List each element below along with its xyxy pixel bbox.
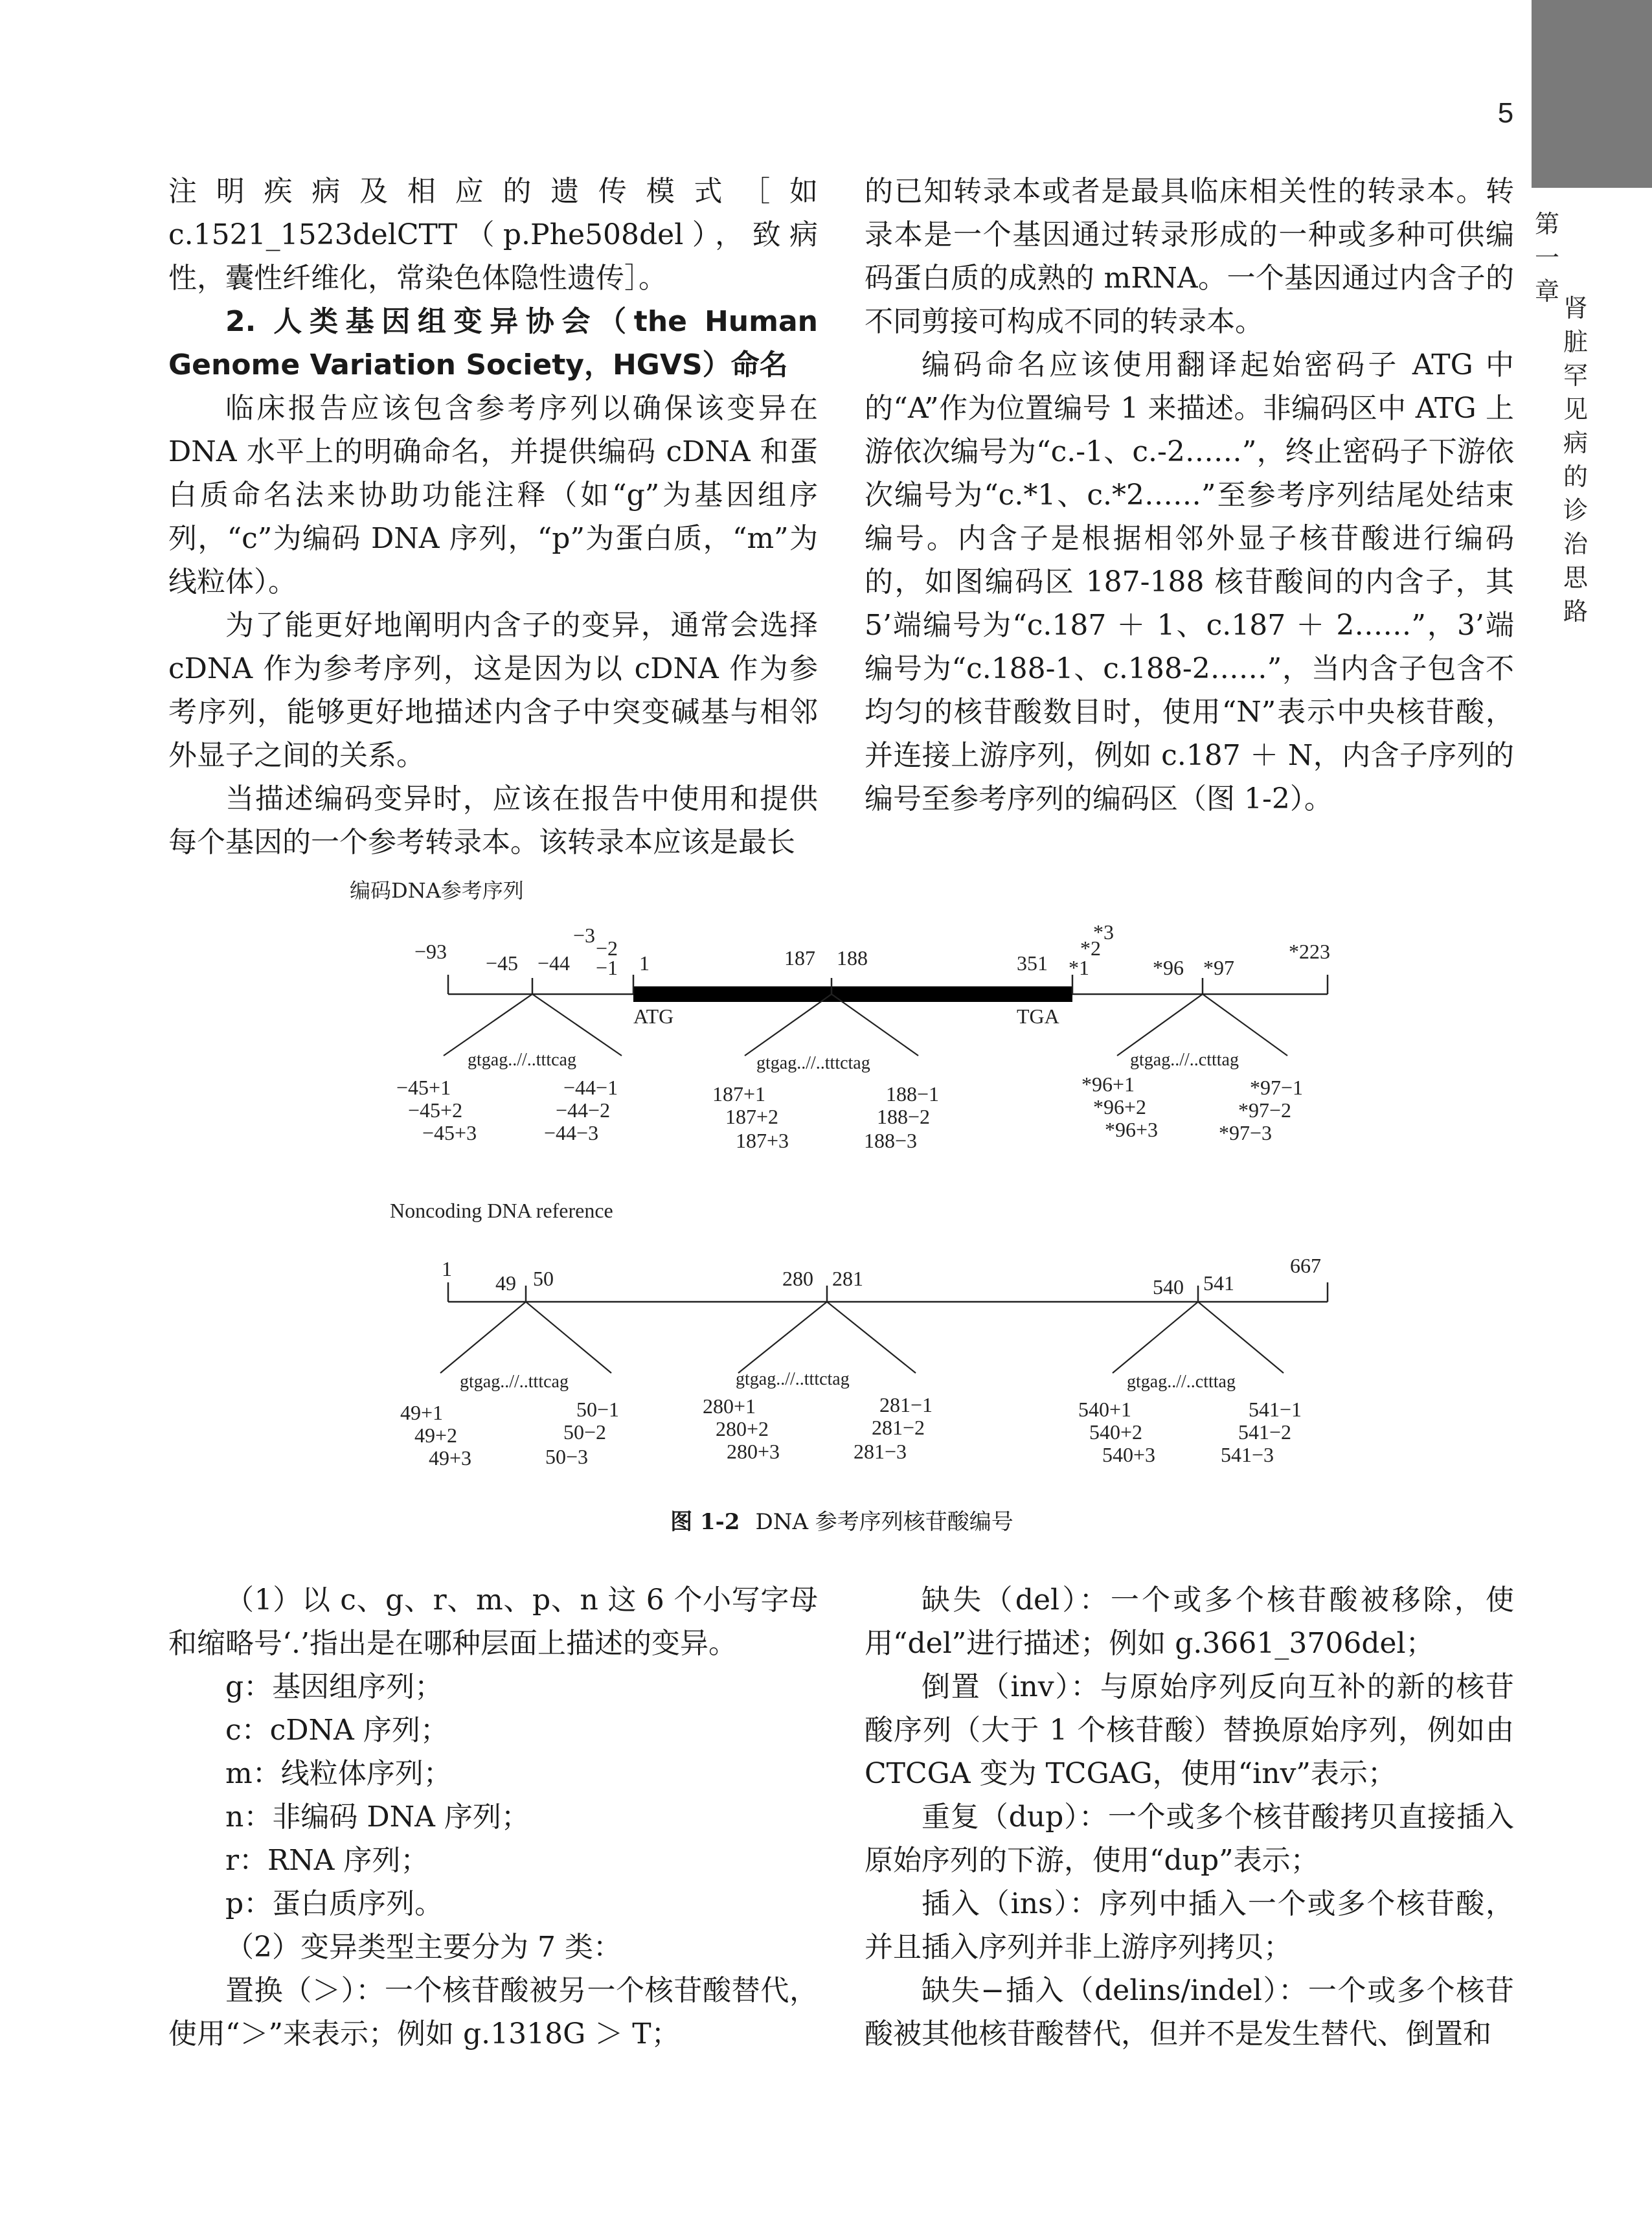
pos-label: *223 xyxy=(1289,940,1330,963)
intron-sequence: gtgag..//..tttctag xyxy=(736,1369,850,1389)
intron-position: 49+2 xyxy=(414,1424,458,1447)
start-codon-label: ATG xyxy=(633,1005,674,1028)
intron-sequence: gtgag..//..tttcag xyxy=(468,1050,576,1070)
intron-position: 187+2 xyxy=(725,1105,779,1128)
page-number: 5 xyxy=(1497,97,1514,129)
list-item: g：基因组序列； xyxy=(225,1670,444,1703)
pos-label: 540 xyxy=(1153,1275,1184,1299)
intron-position: −45+1 xyxy=(396,1076,451,1099)
intron-position: 49+3 xyxy=(429,1446,472,1470)
paragraph: 重复（dup）：一个或多个核苷酸拷贝直接插入原始序列的下游，使用“dup”表示； xyxy=(865,1800,1514,1877)
figure-caption-text: DNA 参考序列核苷酸编号 xyxy=(755,1509,1013,1535)
pos-label: −1 xyxy=(596,956,618,979)
intron-position: 281−2 xyxy=(872,1416,925,1439)
dna-reference-diagram xyxy=(350,861,1334,1509)
right-column-top xyxy=(865,170,1514,821)
intron-position: 281−1 xyxy=(879,1393,933,1416)
paragraph: 注明疾病及相应的遗传模式［如 c.1521_1523delCTT（p.Phe508del），致病性，囊性纤维化，常染色体隐性遗传］。 xyxy=(168,175,818,295)
figure-caption xyxy=(350,1504,1334,1536)
intron-position: 50−3 xyxy=(545,1445,589,1468)
paragraph: 当描述编码变异时，应该在报告中使用和提供每个基因的一个参考转录本。该转录本应该是最长 xyxy=(168,782,818,859)
pos-label: *1 xyxy=(1069,956,1089,979)
intron-position: −44−1 xyxy=(563,1076,618,1099)
intron-position: *97−3 xyxy=(1219,1121,1273,1144)
pos-label: 1 xyxy=(442,1257,452,1280)
paragraph: 置换（＞）：一个核苷酸被另一个核苷酸替代，使用“＞”来表示；例如 g.1318G ＞ T； xyxy=(168,1974,818,2050)
stop-codon-label: TGA xyxy=(1017,1005,1059,1028)
intron-position: 187+1 xyxy=(712,1082,766,1106)
intron-position: 280+1 xyxy=(703,1394,756,1418)
intron-position: 541−1 xyxy=(1249,1398,1302,1421)
intron-position: 49+1 xyxy=(400,1401,444,1424)
paragraph: 插入（ins）：序列中插入一个或多个核苷酸，并且插入序列并非上游序列拷贝； xyxy=(865,1887,1514,1964)
intron-position: 188−3 xyxy=(864,1129,918,1152)
intron-sequence: gtgag..//..tttctag xyxy=(756,1053,870,1073)
chapter-label: 第一章 xyxy=(1534,210,1559,306)
pos-label: 541 xyxy=(1203,1271,1234,1295)
intron-position: −45+3 xyxy=(422,1121,477,1144)
pos-label: 187 xyxy=(784,946,815,970)
pos-label: 50 xyxy=(533,1267,554,1290)
pos-label: −45 xyxy=(486,951,519,975)
figure-number: 图 1-2 xyxy=(670,1509,740,1535)
intron-position: 541−2 xyxy=(1238,1420,1292,1444)
section-heading: 2. 人类基因组变异协会（the Human Genome Variation Society，HGVS）命名 xyxy=(168,305,818,381)
left-column-top xyxy=(168,170,818,864)
pos-label: *97 xyxy=(1203,956,1234,979)
pos-label: *3 xyxy=(1093,920,1114,944)
paragraph: 为了能更好地阐明内含子的变异，通常会选择 cDNA 作为参考序列，这是因为以 cDNA 作为参考序列，能够更好地描述内含子中突变碱基与相邻外显子之间的关系。 xyxy=(168,609,818,772)
intron-position: 280+3 xyxy=(727,1440,780,1463)
paragraph: 编码命名应该使用翻译起始密码子 ATG 中的“A”作为位置编号 1 来描述。非编码区中 ATG 上游依次编号为“c.-1、c.-2……”，终止密码子下游依次编号为“c.*1、c.*2……”至参考序列结尾处结束编号。内含子是根据相邻外显子核苷酸进行编码的，如图编码区 187-188 核苷酸间的内含子，其 5’端编号为“c.187 ＋ 1、c.187 ＋ 2……”，3’端编号为“c.188-1、c.188-2……”，当内含子包含不均匀的核苷酸数目时，使用“N”表示中央核苷酸，并连接上游序列，例如 c.187 ＋ N，内含子序列的编号至参考序列的编码区（图 1-2）。 xyxy=(865,348,1514,815)
list-item: n：非编码 DNA 序列； xyxy=(225,1800,530,1834)
pos-label: 188 xyxy=(837,946,868,970)
intron-position: 540+3 xyxy=(1102,1443,1156,1466)
list-item: m：线粒体序列； xyxy=(225,1757,452,1790)
pos-label: −2 xyxy=(596,937,618,960)
noncoding-ticks xyxy=(448,1282,1328,1302)
list-item: c：cDNA 序列； xyxy=(225,1714,449,1747)
intron-position: 540+1 xyxy=(1078,1398,1132,1421)
chapter-title: 肾脏罕见病的诊治思路 xyxy=(1563,294,1588,626)
intron-position: 50−2 xyxy=(563,1420,607,1444)
pos-label: 281 xyxy=(832,1267,863,1290)
intron-sequence: gtgag..//..tttcag xyxy=(460,1372,569,1392)
pos-label: −44 xyxy=(537,951,571,975)
intron-position: 281−3 xyxy=(854,1440,907,1463)
chapter-tab xyxy=(1532,0,1652,188)
pos-label: 49 xyxy=(495,1271,516,1295)
intron-position: *96+2 xyxy=(1093,1095,1147,1119)
pos-label: 667 xyxy=(1290,1254,1321,1277)
pos-label: −93 xyxy=(414,940,447,963)
pos-label: 351 xyxy=(1017,951,1048,975)
paragraph: 临床报告应该包含参考序列以确保该变异在 DNA 水平上的明确命名，并提供编码 cDNA 和蛋白质命名法来协助功能注释（如“g”为基因组序列，“c”为编码 DNA 序列，“p”为蛋白质，“m”为线粒体）。 xyxy=(168,392,818,598)
intron-position: *96+1 xyxy=(1081,1073,1135,1096)
coding-region-bar xyxy=(633,986,1072,1002)
paragraph: （2）变异类型主要分为 7 类： xyxy=(225,1931,622,1964)
figure-dna-numbering xyxy=(350,861,1334,1535)
paragraph: 倒置（inv）：与原始序列反向互补的新的核苷酸序列（大于 1 个核苷酸）替换原始序列，例如由 CTCGA 变为 TCGAG，使用“inv”表示； xyxy=(865,1670,1514,1790)
intron-position: 188−2 xyxy=(877,1105,931,1128)
intron-position: 50−1 xyxy=(576,1398,620,1421)
coding-title: 编码DNA参考序列 xyxy=(350,878,524,903)
pos-label: *96 xyxy=(1153,956,1184,979)
paragraph: 缺失−插入（delins/indel）：一个或多个核苷酸被其他核苷酸替代，但并不是发生替代、倒置和 xyxy=(865,1974,1514,2050)
intron-position: *97−2 xyxy=(1238,1098,1292,1122)
intron-position: *96+3 xyxy=(1105,1118,1159,1141)
list-item: r：RNA 序列； xyxy=(225,1844,429,1877)
paragraph: （1）以 c、g、r、m、p、n 这 6 个小写字母和缩略号‘.’指出是在哪种层面上描述的变异。 xyxy=(168,1584,818,1660)
intron-position: 280+2 xyxy=(716,1417,769,1440)
coding-intron-wedges xyxy=(444,994,1287,1056)
noncoding-title: Noncoding DNA reference xyxy=(390,1199,613,1222)
intron-position: *97−1 xyxy=(1250,1076,1304,1099)
pos-label: −3 xyxy=(573,924,596,947)
intron-position: 541−3 xyxy=(1221,1443,1274,1466)
right-column-bottom xyxy=(865,1578,1514,2056)
pos-label: 1 xyxy=(639,951,650,975)
left-column-bottom xyxy=(168,1578,818,2056)
pos-label: 280 xyxy=(782,1267,813,1290)
intron-position: −44−2 xyxy=(556,1098,611,1122)
noncoding-intron-wedges xyxy=(440,1302,1284,1373)
paragraph: 缺失（del）：一个或多个核苷酸被移除，使用“del”进行描述；例如 g.3661_3706del； xyxy=(865,1584,1514,1660)
intron-sequence: gtgag..//..ctttag xyxy=(1130,1050,1239,1070)
intron-position: 188−1 xyxy=(886,1082,940,1106)
intron-position: 187+3 xyxy=(736,1129,789,1152)
intron-position: −44−3 xyxy=(544,1121,599,1144)
pos-label: *2 xyxy=(1080,937,1101,960)
paragraph: 的已知转录本或者是最具临床相关性的转录本。转录本是一个基因通过转录形成的一种或多种可供编码蛋白质的成熟的 mRNA。一个基因通过内含子的不同剪接可构成不同的转录本。 xyxy=(865,175,1514,338)
intron-position: −45+2 xyxy=(408,1098,463,1122)
intron-sequence: gtgag..//..ctttag xyxy=(1127,1372,1236,1392)
intron-position: 540+2 xyxy=(1089,1420,1143,1444)
list-item: p：蛋白质序列。 xyxy=(225,1887,444,1920)
